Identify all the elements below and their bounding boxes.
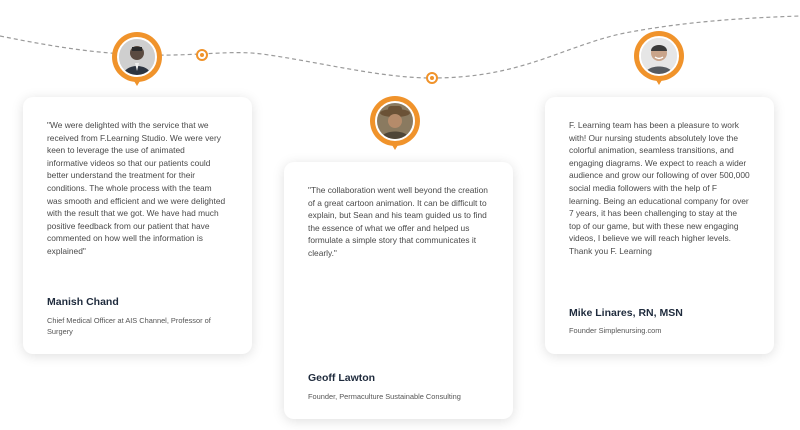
- testimonial-author-name: Geoff Lawton: [308, 372, 376, 384]
- testimonial-author-role: Chief Medical Officer at AIS Channel, Professor of Surgery: [47, 316, 211, 336]
- testimonial-author-role: Founder Simplenursing.com: [569, 326, 662, 335]
- avatar: [375, 101, 415, 141]
- testimonial-author-name: Manish Chand: [47, 296, 119, 308]
- testimonial-card: [545, 97, 774, 354]
- testimonial-quote: "The collaboration went well beyond the creation of a great cartoon animation. It can be difficult to explain, but Sean and his team guided us to find the essence of what we offer and helped us formulate a simple story that communicates it clearly.": [308, 185, 488, 258]
- testimonial-card: [23, 97, 252, 354]
- avatar: [117, 37, 157, 77]
- testimonial-quote: "We were delighted with the service that we received from F.Learning Studio. We were very keen to leverage the use of animated informative videos so that our patients could better understand the treatment for their conditions. The whole process with the team was smooth and efficient and we were delighted with the result that we got. We have had much positive feedback from our patient that have commented on how well the information is explained": [47, 120, 226, 256]
- testimonial-card: [284, 162, 513, 419]
- avatar-pin-mike: [634, 31, 684, 89]
- avatar-pin-geoff: [370, 96, 420, 154]
- timeline-dot: [196, 49, 208, 61]
- testimonial-author-role: Founder, Permaculture Sustainable Consulting: [308, 392, 461, 401]
- timeline-dot: [426, 72, 438, 84]
- avatar: [639, 36, 679, 76]
- testimonial-author-name: Mike Linares, RN, MSN: [569, 307, 683, 319]
- person-smiling-photo-icon: [641, 38, 677, 74]
- avatar-pin-manish: [112, 32, 162, 90]
- person-suit-photo-icon: [119, 39, 155, 75]
- person-hat-photo-icon: [377, 103, 413, 139]
- testimonial-quote: F. Learning team has been a pleasure to work with! Our nursing students absolutely love the colorful animation, seamless transitions, and engaging diagrams. We expect to reach a wider audience and grow our following of over 500,000 social media followers with the help of F learning. Being an educational company for over 7 years, it has been challenging to stay at the top of our game, but with these new engaging videos, I believe we will reach higher levels. Thank you F. Learning: [569, 120, 750, 256]
